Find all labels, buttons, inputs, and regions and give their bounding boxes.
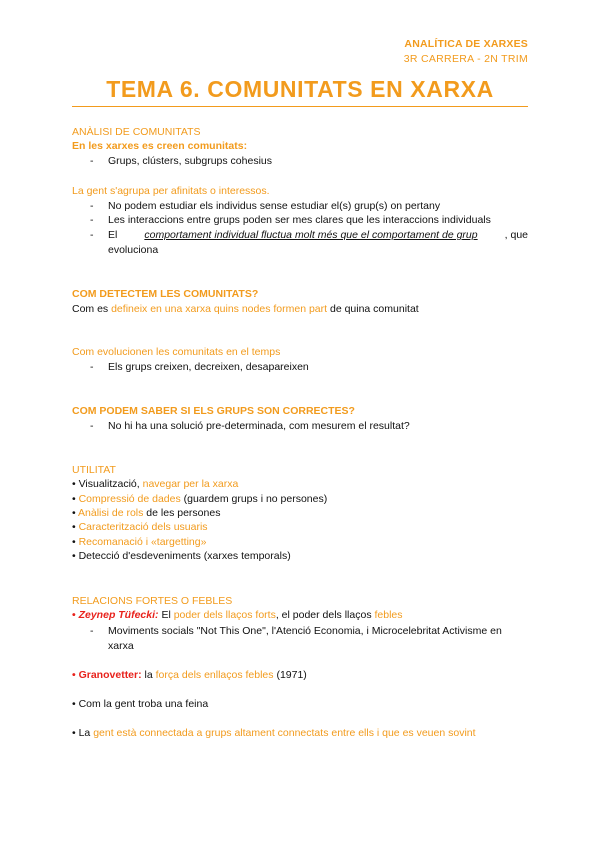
highlight-text: poder dels llaços forts [173,609,276,621]
bullet-item: • Com la gent troba una feina [72,698,209,710]
subject-header: ANALÍTICA DE XARXES [404,38,528,50]
highlight-text: febles [374,609,403,621]
list-text: , que [504,229,528,241]
title-underline [72,106,528,107]
list-item-continuation: xarxa [108,640,134,652]
section-heading-correctes: COM PODEM SABER SI ELS GRUPS SON CORRECTES? [72,405,355,417]
bullet-item: • Detecció d'esdeveniments (xarxes temporals) [72,550,291,562]
highlight-text: força dels enllaços febles [155,669,274,681]
text: • [72,507,79,519]
bullet-item [72,478,238,491]
section-heading-analisi: ANÀLISI DE COMUNITATS [72,126,201,138]
dash-marker: - [90,214,94,226]
bullet-item [72,727,476,740]
text: (1971) [273,669,307,681]
emphasis-text: comportament individual fluctua molt més que el comportament de grup [144,229,478,241]
highlight-text: navegar per la xarxa [142,478,239,490]
subheading-comunitats: En les xarxes es creen comunitats: [72,140,248,152]
dash-marker: - [90,229,94,241]
bullet-mark: • [72,609,79,621]
bullet-mark: • [72,669,79,681]
list-item-continuation: evoluciona [108,244,159,256]
paragraph-defineix [72,303,419,316]
list-item: Moviments socials "Not This One", l'Atenció Economia, i Microcelebritat Activisme en [108,625,502,637]
highlight-text: defineix en una xarxa quins nodes formen part [111,303,328,315]
dash-marker: - [90,155,94,167]
text: • La [72,727,94,739]
course-header: 3R CARRERA - 2N TRIM [403,53,528,65]
dash-marker: - [90,361,94,373]
highlight-text: Compressió de dades [78,493,181,505]
text: de les persones [143,507,221,519]
text: • Visualització, [72,478,143,490]
author-name: Zeynep Tüfecki: [78,609,159,621]
bullet-item-tufecki [72,609,403,622]
dash-marker: - [90,420,94,432]
bullet-item [72,536,206,549]
list-item: No hi ha una solució pre-determinada, com mesurem el resultat? [108,420,410,432]
text: la [141,669,156,681]
highlight-text: Caracterització dels usuaris [78,521,208,533]
bullet-item [72,521,208,534]
bullet-item [72,507,220,520]
text: El [158,609,174,621]
bullet-item [72,493,327,506]
text: Com es [72,303,112,315]
text: • [72,493,79,505]
page-title: TEMA 6. COMUNITATS EN XARXA [106,76,494,102]
section-heading-utilitat: UTILITAT [72,464,116,476]
bullet-item-granovetter [72,669,307,682]
section-heading-relacions: RELACIONS FORTES O FEBLES [72,595,233,607]
text: , el poder dels llaços [275,609,375,621]
author-name: Granovetter: [78,669,142,681]
subheading-evolucionen: Com evolucionen les comunitats en el temps [72,346,281,358]
text: • [72,536,79,548]
dash-marker: - [90,625,94,637]
list-item: Els grups creixen, decreixen, desapareixen [108,361,309,373]
text: • [72,521,79,533]
section-heading-detectem: COM DETECTEM LES COMUNITATS? [72,288,259,300]
text: (guardem grups i no persones) [180,493,328,505]
text: de quina comunitat [327,303,419,315]
dash-marker: - [90,200,94,212]
subheading-afinitats: La gent s'agrupa per afinitats o interessos. [72,185,270,197]
list-item-comportament [108,229,528,242]
highlight-text: Anàlisi de rols [78,507,144,519]
list-item: Grups, clústers, subgrups cohesius [108,155,272,167]
list-text: El [108,229,118,241]
highlight-text: Recomanació i «targetting» [78,536,207,548]
list-item: Les interaccions entre grups poden ser mes clares que les interaccions individuals [108,214,491,226]
highlight-text: gent està connectada a grups altament connectats entre ells i que es veuen sovint [93,727,476,739]
list-item: No podem estudiar els individus sense estudiar el(s) grup(s) on pertany [108,200,441,212]
